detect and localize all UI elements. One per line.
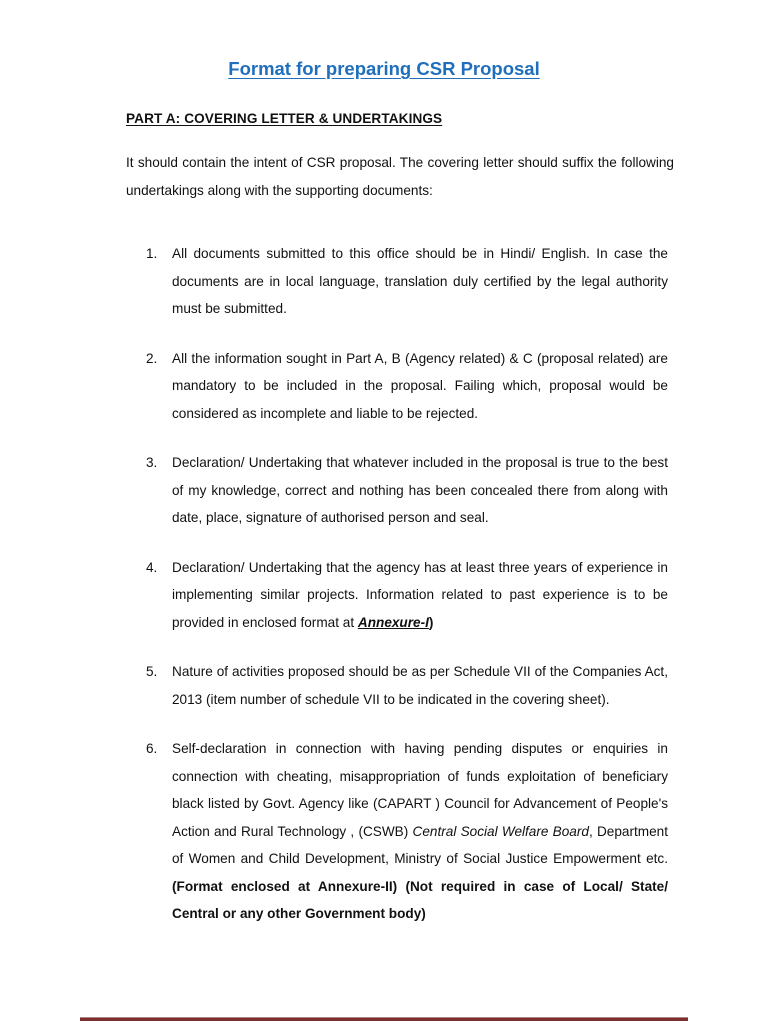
- list-item-1: [146, 240, 668, 323]
- list-item-text-part: Self-declaration in connection with having pending disputes or enquiries in connection with cheating, misappropriation of funds exploitation of beneficiary black listed by Govt. Agency like (CAPART ) Council for Advancement of People's Action and Rural Technology , (CSWB): [172, 741, 668, 839]
- list-item-text-part: , Department of Women and Child Development, Ministry of Social Justice Empowerment etc.: [172, 823, 669, 866]
- list-item-text: [172, 735, 668, 928]
- undertakings-list: [146, 240, 668, 950]
- list-item-number: 6.: [146, 741, 158, 756]
- list-item-number: 2.: [146, 350, 158, 366]
- list-item-text: Nature of activities proposed should be as per Schedule VII of the Companies Act, 2013 (item number of schedule VII to be indicated in the covering sheet).: [172, 664, 668, 707]
- list-item-text: All the information sought in Part A, B (Agency related) & C (proposal related) are mandatory to be included in the proposal. Failing which, proposal would be considered as incomplete and liable to be rejected.: [172, 350, 668, 421]
- annexure-link: Annexure-I: [357, 614, 429, 630]
- list-item-bold-text: (Format enclosed at Annexure-II) (Not required in case of Local/ State/ Central or any other Government body): [172, 878, 668, 921]
- list-item-4: [146, 554, 668, 637]
- list-item-text: Declaration/ Undertaking that whatever included in the proposal is true to the best of my knowledge, correct and nothing has been concealed there from along with date, place, signature of authorised person and seal.: [172, 455, 668, 525]
- document-title: Format for preparing CSR Proposal: [228, 58, 540, 79]
- list-item-5: [146, 658, 668, 713]
- footer-divider: [80, 1017, 688, 1021]
- list-item-2: [146, 345, 668, 428]
- intro-paragraph: It should contain the intent of CSR proposal. The covering letter should suffix the following undertakings along with the supporting documents:: [126, 155, 674, 198]
- list-item-number: 3.: [146, 455, 158, 470]
- list-item-number: 1.: [146, 246, 158, 261]
- list-item-6: [146, 735, 668, 928]
- list-item-italic-text: Central Social Welfare Board: [412, 823, 589, 839]
- list-item-number: 4.: [146, 559, 158, 575]
- list-item-text-part: Declaration/ Undertaking that the agency has at least three years of experience in implementing similar projects. Information related to past experience is to be provided in enclosed format at: [172, 559, 668, 630]
- list-item-3: [146, 449, 668, 532]
- list-item-text-part: ): [428, 614, 434, 630]
- part-a-heading: PART A: COVERING LETTER & UNDERTAKINGS: [126, 111, 443, 126]
- list-item-text: [172, 554, 668, 637]
- list-item-text: All documents submitted to this office should be in Hindi/ English. In case the documents are in local language, translation duly certified by the legal authority must be submitted.: [172, 246, 668, 316]
- list-item-number: 5.: [146, 664, 158, 679]
